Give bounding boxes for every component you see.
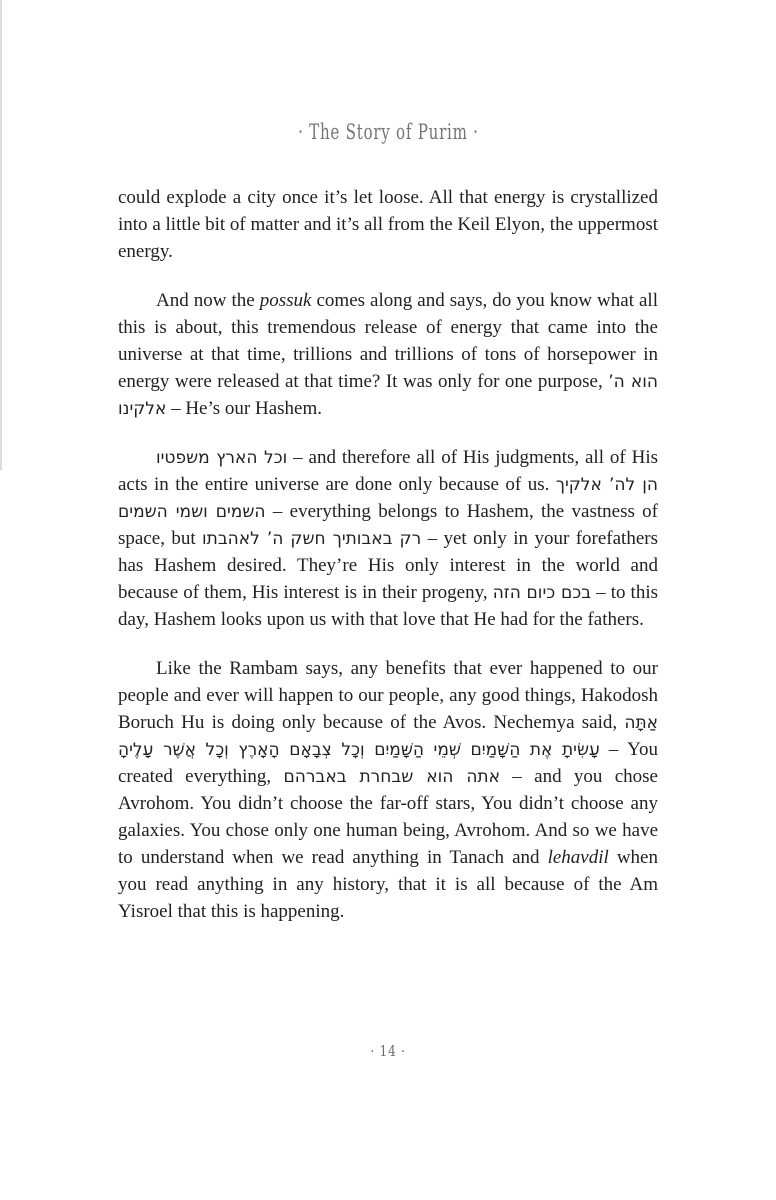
paragraph: [118, 287, 658, 422]
running-header: [0, 120, 776, 144]
italic-term: lehavdil: [547, 847, 609, 868]
paragraph: [118, 444, 658, 633]
text-run: – to this day, Hashem looks upon us with that love that He had for the fathers.: [118, 582, 659, 630]
page-footer: [0, 1042, 776, 1061]
paragraph: [118, 184, 658, 265]
text-run: – everything belongs to Hashem, the vastness of space, but: [118, 501, 658, 549]
text-run: And now the: [156, 290, 260, 311]
paragraph: [118, 655, 658, 925]
hebrew-phrase: הוא ה’ אלקינו: [118, 372, 658, 419]
hebrew-phrase: בכם כיום הזה: [492, 583, 592, 603]
hebrew-phrase: וכל הארץ משפטיו: [156, 448, 288, 468]
text-run: – and therefore all of His judgments, all of His acts in the entire universe are done only because of us.: [118, 447, 658, 495]
chapter-title: · The Story of Purim ·: [297, 120, 479, 144]
page-number: · 14 ·: [370, 1042, 406, 1060]
text-run: – You created everything,: [118, 739, 658, 787]
hebrew-phrase: הן לה’ אלקיך השמים ושמי השמים: [118, 475, 658, 522]
text-run: – yet only in your forefathers has Hashem desired. They’re His only interest in the world and because of them, His interest is in their progeny,: [118, 528, 658, 603]
text-run: when you read anything in any history, that it is all because of the Am Yisroel that this is happening.: [118, 847, 658, 922]
text-run: – He’s our Hashem.: [166, 398, 322, 419]
hebrew-phrase: אַתָּה עָשִׂיתָ אֶת הַשָּׁמַיִם שְׁמֵי הַשָּׁמַיִם וְכָל צְבָאָם הָאָרֶץ וְכָל אֲשֶׁר עָלֶיהָ: [118, 713, 658, 760]
hebrew-phrase: רק באבותיך חשק ה’ לאהבתו: [202, 529, 422, 549]
italic-term: possuk: [259, 290, 312, 311]
text-run: Like the Rambam says, any benefits that ever happened to our people and ever will happen to our people, any good things, Hakodosh Boruch Hu is doing only because of the Avos. Nechemya said,: [118, 658, 658, 733]
hebrew-phrase: אתה הוא שבחרת באברהם: [283, 767, 500, 787]
page-body: [118, 184, 658, 947]
text-run: could explode a city once it’s let loose. All that energy is crystallized into a little bit of matter and it’s all from the Keil Elyon, the uppermost energy.: [118, 187, 658, 262]
text-run: – and you chose Avrohom. You didn’t choose the far-off stars, You didn’t choose any galaxies. You chose only one human being, Avrohom. And so we have to understand when we read anything in Tanach and: [118, 766, 658, 868]
scan-edge-artifact: [0, 0, 2, 470]
text-run: comes along and says, do you know what all this is about, this tremendous release of energy that came into the universe at that time, trillions and trillions of tons of horsepower in energy were released at that time? It was only for one purpose,: [118, 290, 658, 392]
